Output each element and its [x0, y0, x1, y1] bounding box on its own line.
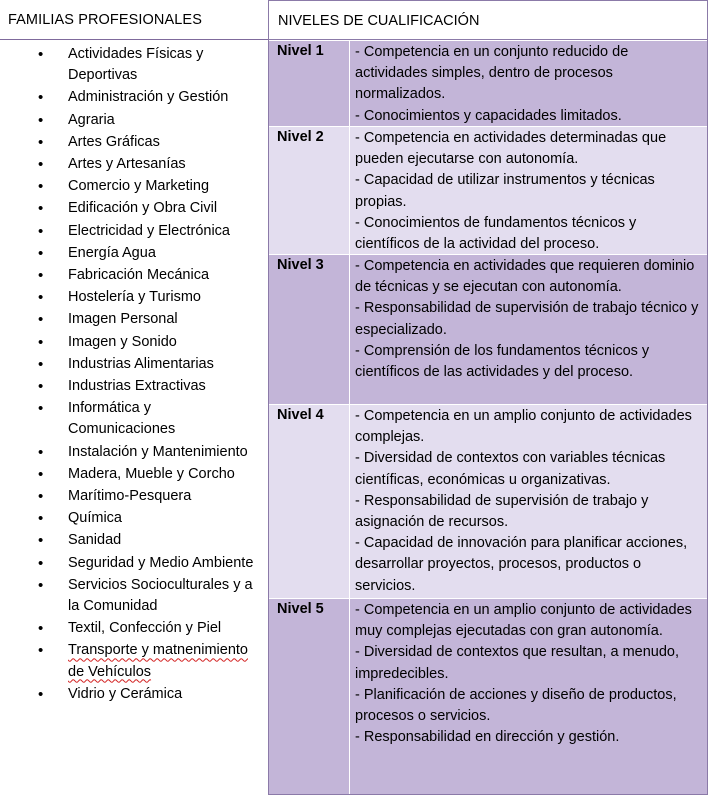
list-item: • Instalación y Mantenimiento: [0, 442, 266, 463]
list-item: • Vidrio y Cerámica: [0, 684, 266, 705]
nivel-1-row: [269, 40, 707, 126]
list-item: • Informática y Comunicaciones: [0, 398, 266, 440]
familias-header-label: FAMILIAS PROFESIONALES: [8, 12, 202, 28]
list-item: • Química: [0, 508, 266, 529]
list-item: • Sanidad: [0, 530, 266, 551]
nivel-item: - Responsabilidad en dirección y gestión.: [355, 729, 620, 746]
niveles-header: [268, 0, 708, 40]
nivel-item: - Capacidad de utilizar instrumentos y técnicas propias.: [355, 172, 655, 210]
nivel-item: - Planificación de acciones y diseño de productos, procesos o servicios.: [355, 686, 677, 725]
nivel-description: [350, 127, 707, 254]
nivel-label: Nivel 3: [269, 255, 350, 404]
list-item-transporte: [0, 640, 266, 682]
familias-header: [0, 0, 268, 40]
nivel-3-row: [269, 254, 707, 404]
list-item: • Administración y Gestión: [0, 87, 266, 108]
list-item: • Madera, Mueble y Corcho: [0, 464, 266, 485]
nivel-item: - Competencia en actividades que requieren dominio de técnicas y se ejecutan con autonomía.: [355, 258, 695, 296]
nivel-description: [350, 255, 707, 404]
nivel-item: - Diversidad de contextos con variables técnicas científicas, económicas u organizativas.: [355, 450, 666, 488]
list-item: • Electricidad y Electrónica: [0, 221, 266, 242]
nivel-label: Nivel 1: [269, 41, 350, 126]
nivel-item: - Competencia en un amplio conjunto de actividades complejas.: [355, 408, 692, 446]
nivel-label: Nivel 2: [269, 127, 350, 254]
nivel-description: [350, 41, 707, 126]
list-item: • Hostelería y Turismo: [0, 287, 266, 308]
nivel-item: - Capacidad de innovación para planificar acciones, desarrollar proyectos, procesos, productos o servicios.: [355, 535, 688, 594]
nivel-item: - Comprensión de los fundamentos técnicos y científicos de las actividades y del proceso.: [355, 342, 650, 381]
list-item: • Imagen Personal: [0, 309, 266, 330]
nivel-item: - Responsabilidad de supervisión de trabajo técnico y especializado.: [355, 300, 699, 338]
nivel-item: - Competencia en un conjunto reducido de actividades simples, dentro de procesos normalizados.: [355, 44, 629, 103]
nivel-label: Nivel 4: [269, 405, 350, 598]
nivel-item: - Responsabilidad de supervisión de trabajo y asignación de recursos.: [355, 492, 649, 531]
nivel-item: - Competencia en un amplio conjunto de actividades muy complejas ejecutadas con gran autonomía.: [355, 602, 692, 640]
list-item: • Seguridad y Medio Ambiente: [0, 553, 266, 574]
list-item: • Servicios Socioculturales y a la Comunidad: [0, 575, 266, 617]
niveles-header-label: NIVELES DE CUALIFICACIÓN: [278, 13, 480, 29]
nivel-item: - Competencia en actividades determinadas que pueden ejecutarse con autonomía.: [355, 130, 667, 168]
nivel-item: - Conocimientos y capacidades limitados.: [355, 107, 622, 124]
list-item: • Energía Agua: [0, 243, 266, 264]
list-item: • Agraria: [0, 110, 266, 131]
list-item: • Marítimo-Pesquera: [0, 486, 266, 507]
nivel-label: Nivel 5: [269, 599, 350, 794]
misspelled-text: Transporte y matnenimiento de Vehículos: [68, 642, 248, 680]
nivel-item: - Diversidad de contextos que resultan, a menudo, impredecibles.: [355, 644, 680, 682]
nivel-5-row: [269, 598, 707, 794]
list-item: • Artes y Artesanías: [0, 154, 266, 175]
nivel-2-row: [269, 126, 707, 254]
list-item: • Textil, Confección y Piel: [0, 618, 266, 639]
list-item: • Edificación y Obra Civil: [0, 198, 266, 219]
list-item: • Industrias Extractivas: [0, 376, 266, 397]
list-item: • Fabricación Mecánica: [0, 265, 266, 286]
nivel-4-row: [269, 404, 707, 598]
familias-list: [0, 44, 266, 706]
list-item: • Industrias Alimentarias: [0, 354, 266, 375]
list-item: • Imagen y Sonido: [0, 332, 266, 353]
list-item: • Artes Gráficas: [0, 132, 266, 153]
list-item: • Actividades Físicas y Deportivas: [0, 44, 266, 86]
nivel-item: - Conocimientos de fundamentos técnicos y científicos de la actividad del proceso.: [355, 214, 637, 253]
nivel-description: [350, 405, 707, 598]
list-item: • Comercio y Marketing: [0, 176, 266, 197]
nivel-description: [350, 599, 707, 794]
